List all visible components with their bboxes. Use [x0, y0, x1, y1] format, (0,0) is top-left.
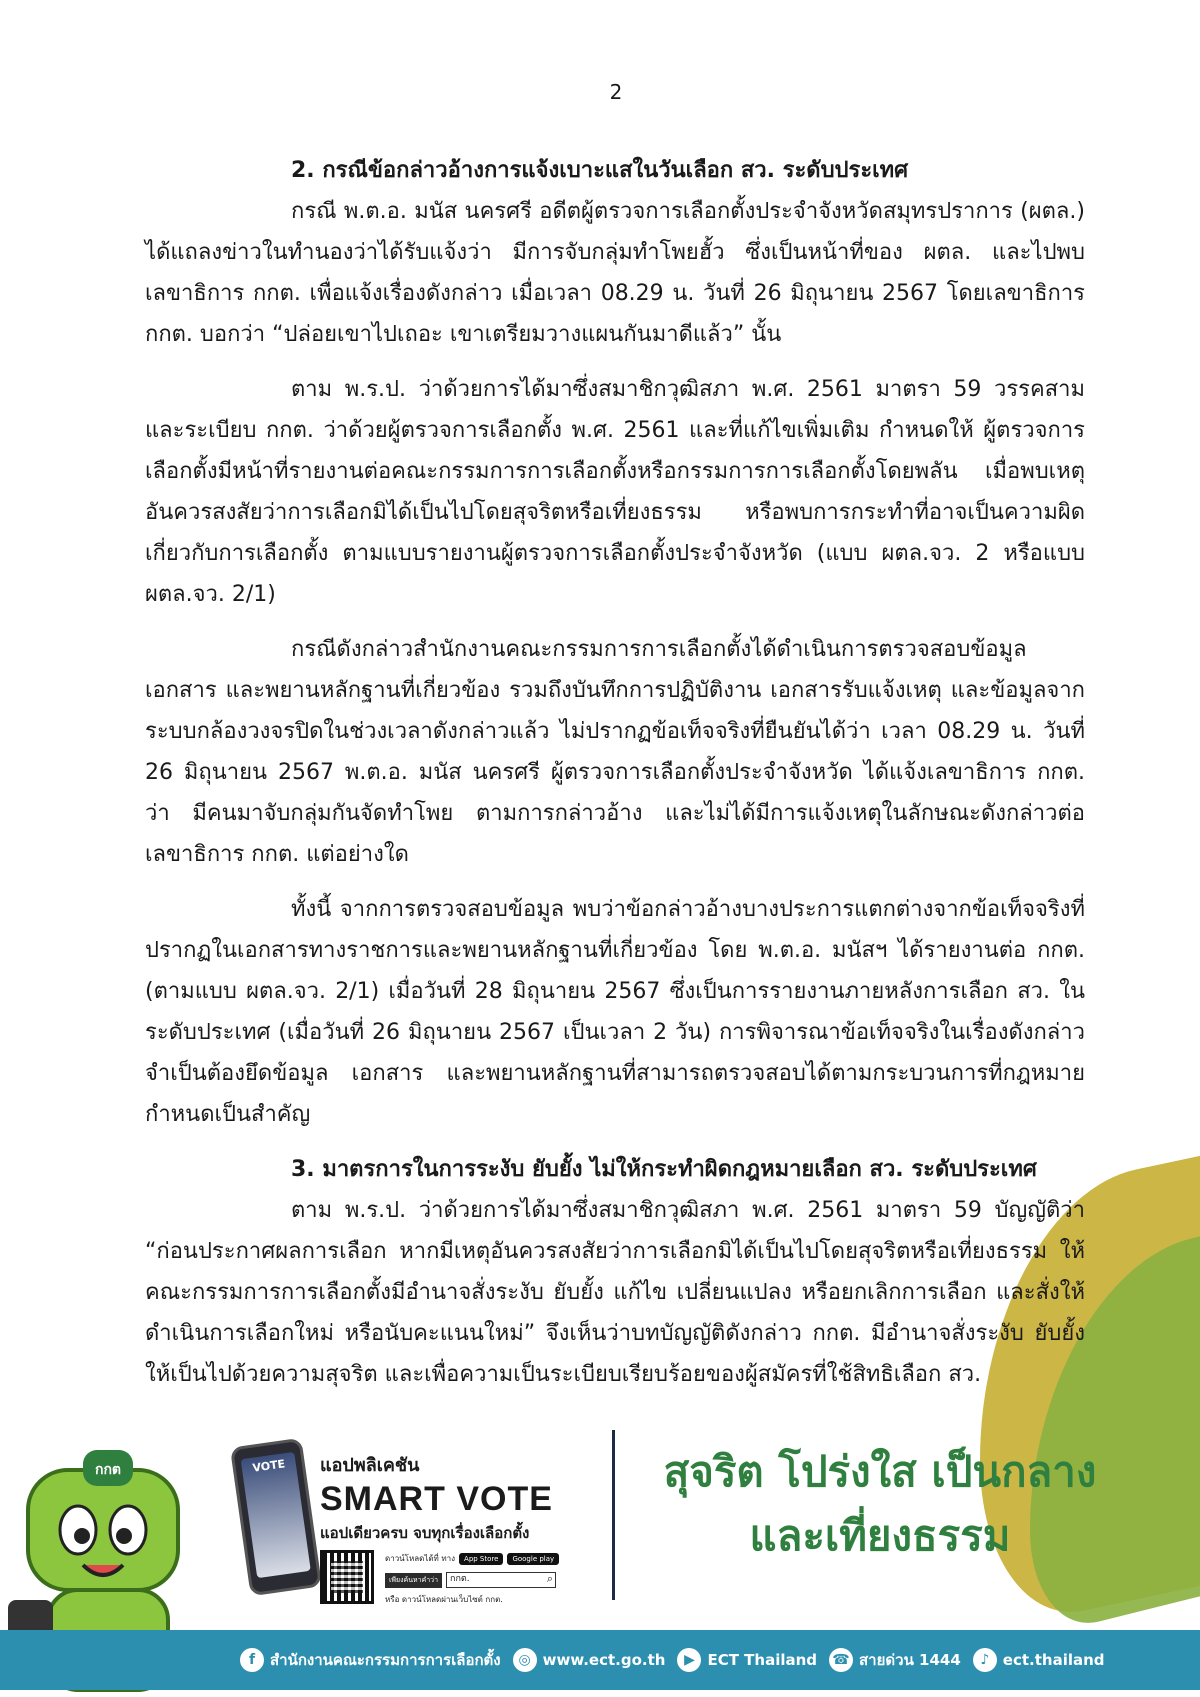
download-text: ดาวน์โหลดได้ที่ ทาง — [385, 1554, 456, 1563]
footer-website[interactable] — [513, 1648, 666, 1672]
tiktok-text: ect.thailand — [1002, 1651, 1105, 1669]
footer-tiktok[interactable] — [973, 1648, 1105, 1672]
section-2-heading: 2. กรณีข้อกล่าวอ้างการแจ้งเบาะแสในวันเลือก สว. ระดับประเทศ — [291, 158, 909, 183]
search-row — [385, 1572, 556, 1588]
paragraph: ตาม พ.ร.ป. ว่าด้วยการได้มาซึ่งสมาชิกวุฒิสภา พ.ศ. 2561 มาตรา 59 บัญญัติว่า “ก่อนประกาศผลการเลือก หากมีเหตุอันควรสงสัยว่าการเลือกมิได้เป็นไปโดยสุจริตหรือเที่ยงธรรม ให้คณะกรรมการการเลือกตั้งมีอำนาจสั่งระงับ ยับยั้ง แก้ไข เปลี่ยนแปลง หรือยกเลิกการเลือก และสั่งให้ดำเนินการเลือกใหม่ หรือนับคะแนนใหม่” จึงเห็นว่าบทบัญญัติดังกล่าว กกต. มีอำนาจสั่งระงับ ยับยั้ง ให้เป็นไปด้วยความสุจริต และเพื่อความเป็นระเบียบเรียบร้อยของผู้สมัครที่ใช้สิทธิเลือก สว. — [145, 1198, 1085, 1387]
phone-vote-label: VOTE — [251, 1457, 286, 1475]
app-tagline: แอปเดียวครบ จบทุกเรื่องเลือกตั้ง — [320, 1524, 530, 1542]
app-subtitle: แอปพลิเคชัน — [320, 1455, 420, 1476]
app-info — [320, 1450, 580, 1545]
footer-hotline[interactable] — [829, 1648, 961, 1672]
qr-code-icon — [320, 1550, 374, 1604]
globe-icon: ◎ — [513, 1648, 537, 1672]
document-body — [145, 150, 1085, 1395]
tiktok-icon: ♪ — [973, 1648, 997, 1672]
slogan — [640, 1440, 1120, 1568]
youtube-text: ECT Thailand — [707, 1651, 818, 1669]
store-row — [385, 1552, 559, 1565]
facebook-text: สำนักงานคณะกรรมการการเลือกตั้ง — [270, 1651, 501, 1669]
website-text: www.ect.go.th — [542, 1651, 666, 1669]
paragraph: ตาม พ.ร.ป. ว่าด้วยการได้มาซึ่งสมาชิกวุฒิสภา พ.ศ. 2561 มาตรา 59 วรรคสาม และระเบียบ กกต. ว่าด้วยผู้ตรวจการเลือกตั้ง พ.ศ. 2561 และที่แก้ไขเพิ่มเติม กำหนดให้ ผู้ตรวจการเลือกตั้งมีหน้าที่รายงานต่อคณะกรรมการการเลือกตั้งหรือกรรมการการเลือกตั้งโดยพลัน เมื่อพบเหตุอันควรสงสัยว่าการเลือกมิได้เป็นไปโดยสุจริตหรือเที่ยงธรรม หรือพบการกระทำที่อาจเป็นความผิดเกี่ยวกับการเลือกตั้ง ตามแบบรายงานผู้ตรวจการเลือกตั้งประจำจังหวัด (แบบ ผตล.จว. 2 หรือแบบ ผตล.จว. 2/1) — [145, 377, 1085, 607]
mascot-label: กกต — [94, 1462, 122, 1478]
search-box: กกต. ⌕ — [446, 1572, 556, 1588]
phone-icon: ☎ — [829, 1648, 853, 1672]
youtube-icon: ▶ — [677, 1648, 701, 1672]
phone-illustration — [230, 1438, 322, 1597]
page-number: 2 — [609, 80, 623, 104]
web-download-note: หรือ ดาวน์โหลดผ่านเว็บไซต์ กกต. — [385, 1595, 503, 1604]
paragraph: กรณี พ.ต.อ. มนัส นครศรี อดีตผู้ตรวจการเลือกตั้งประจำจังหวัดสมุทรปราการ (ผตล.) ได้แถลงข่าวในทำนองว่าได้รับแจ้งว่า มีการจับกลุ่มทำโพยฮั้ว ซึ่งเป็นหน้าที่ของ ผตล. และไปพบเลขาธิการ กกต. เพื่อแจ้งเรื่องดังกล่าว เมื่อเวลา 08.29 น. วันที่ 26 มิถุนายน 2567 โดยเลขาธิการ กกต. บอกว่า “ปล่อยเขาไปเถอะ เขาเตรียมวางแผนกันมาดีแล้ว” นั้น — [145, 199, 1085, 347]
banner-divider — [612, 1430, 615, 1600]
footer-facebook[interactable] — [240, 1648, 501, 1672]
google-play-badge[interactable]: Google play — [507, 1553, 559, 1565]
app-store-badge[interactable]: App Store — [459, 1553, 503, 1565]
footer-youtube[interactable] — [677, 1648, 817, 1672]
footer-bar — [0, 1630, 1200, 1690]
facebook-icon: f — [240, 1648, 264, 1672]
hotline-text: สายด่วน 1444 — [859, 1651, 961, 1669]
section-3-heading: 3. มาตรการในการระงับ ยับยั้ง ไม่ให้กระทำผิดกฎหมายเลือก สว. ระดับประเทศ — [291, 1157, 1037, 1182]
smart-vote-banner — [0, 1420, 1200, 1640]
paragraph: ทั้งนี้ จากการตรวจสอบข้อมูล พบว่าข้อกล่าวอ้างบางประการแตกต่างจากข้อเท็จจริงที่ปรากฏในเอกสารทางราชการและพยานหลักฐานที่เกี่ยวข้อง โดย พ.ต.อ. มนัสฯ ได้รายงานต่อ กกต. (ตามแบบ ผตล.จว. 2/1) เมื่อวันที่ 28 มิถุนายน 2567 ซึ่งเป็นการรายงานภายหลังการเลือก สว. ในระดับประเทศ (เมื่อวันที่ 26 มิถุนายน 2567 เป็นเวลา 2 วัน) การพิจารณาข้อเท็จจริงในเรื่องดังกล่าวจำเป็นต้องยึดข้อมูล เอกสาร และพยานหลักฐานที่สามารถตรวจสอบได้ตามกระบวนการที่กฎหมายกำหนดเป็นสำคัญ — [145, 897, 1085, 1127]
search-label: เพียงค้นหาคำว่า — [385, 1573, 442, 1588]
app-title: SMART VOTE — [320, 1480, 553, 1518]
slogan-line-1: สุจริต โปร่งใส เป็นกลาง — [663, 1447, 1097, 1496]
slogan-line-2: และเที่ยงธรรม — [749, 1511, 1011, 1560]
paragraph: กรณีดังกล่าวสำนักงานคณะกรรมการการเลือกตั้งได้ดำเนินการตรวจสอบข้อมูล เอกสาร และพยานหลักฐานที่เกี่ยวข้อง รวมถึงบันทึกการปฏิบัติงาน เอกสารรับแจ้งเหตุ และข้อมูลจากระบบกล้องวงจรปิดในช่วงเวลาดังกล่าวแล้ว ไม่ปรากฏข้อเท็จจริงที่ยืนยันได้ว่า เวลา 08.29 น. วันที่ 26 มิถุนายน 2567 พ.ต.อ. มนัส นครศรี ผู้ตรวจการเลือกตั้งประจำจังหวัด ได้แจ้งเลขาธิการ กกต. ว่า มีคนมาจับกลุ่มกันจัดทำโพย ตามการกล่าวอ้าง และไม่ได้มีการแจ้งเหตุในลักษณะดังกล่าวต่อเลขาธิการ กกต. แต่อย่างใด — [145, 637, 1085, 867]
